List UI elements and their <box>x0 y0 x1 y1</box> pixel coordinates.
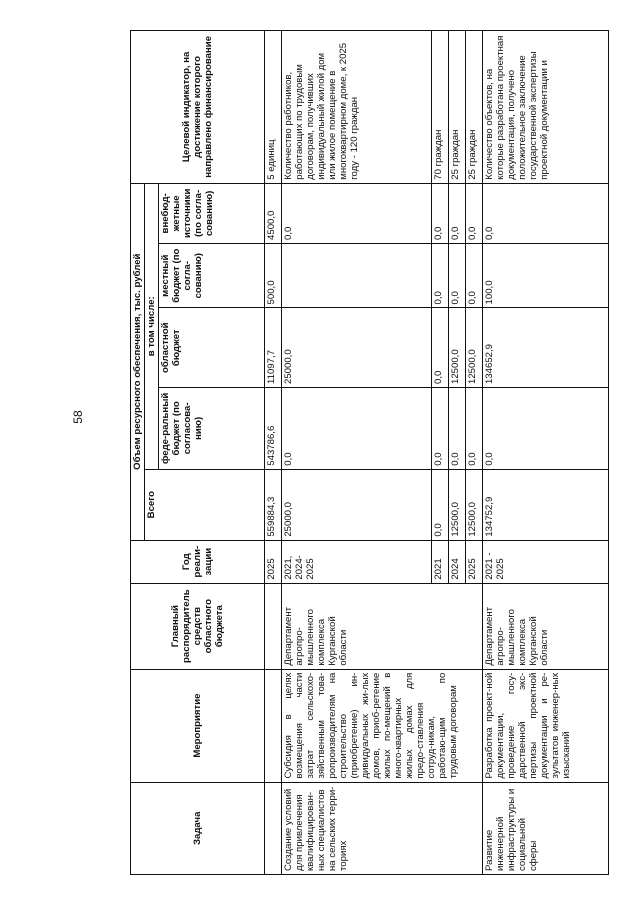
header-measure: Мероприятие <box>131 669 265 782</box>
cell-total: 12500,0 <box>466 469 483 540</box>
cell-regional: 12500,0 <box>449 308 466 388</box>
cell-extra: 4500,0 <box>265 183 282 243</box>
cell-year: 2025 <box>265 540 282 583</box>
cell-indicator: 25 граждан <box>449 31 466 184</box>
header-year: Год реали-зации <box>131 540 265 583</box>
cell-local: 0,0 <box>432 243 449 308</box>
cell-extra: 0,0 <box>282 183 432 243</box>
cell-federal: 0,0 <box>432 388 449 470</box>
cell-total: 0,0 <box>432 469 449 540</box>
rotated-table-container <box>130 30 640 875</box>
cell-admin: Департамент агропро-мышленного комплекса Курганской области <box>282 583 483 669</box>
cell-measure: Разработка проект-ной документации, проведение госу-дарственной экс-пертизы проектной документации и ре-зультатов инженер-ных изысканий <box>483 669 609 782</box>
cell-local: 0,0 <box>466 243 483 308</box>
table-row <box>265 31 282 875</box>
cell-regional: 25000,0 <box>282 308 432 388</box>
cell-local <box>282 243 432 308</box>
header-federal: феде-ральный бюджет (по согласова-нию) <box>159 388 265 470</box>
cell-federal: 543786,6 <box>265 388 282 470</box>
cell-local: 500,0 <box>265 243 282 308</box>
cell-year: 2025 <box>466 540 483 583</box>
cell-extra: 0,0 <box>483 183 609 243</box>
cell-regional: 12500,0 <box>466 308 483 388</box>
resource-table <box>130 30 609 875</box>
cell-extra: 0,0 <box>449 183 466 243</box>
cell-total: 12500,0 <box>449 469 466 540</box>
cell-admin <box>265 583 282 669</box>
cell-total: 25000,0 <box>282 469 432 540</box>
cell-extra: 0,0 <box>466 183 483 243</box>
cell-task: Создание условий для привлечения квалифицирован-ных специалистов на сельских терри-ториях <box>282 782 483 874</box>
cell-task <box>265 782 282 874</box>
header-task: Задача <box>131 782 265 874</box>
cell-measure: Субсидия в целях возмещения части затрат сельскохо-зяйственным това-ропроизводителям на строительство (приобретение) ин-дивидуальных жи-лых домов, приоб-ретение жилых по-мещений в много-квартирных жилых домах для предо-ставления сотруд-никам, работаю-щим по трудовым договорам <box>282 669 483 782</box>
cell-regional: 134652,9 <box>483 308 609 388</box>
cell-admin: Департамент агропро-мышленного комплекса Курганской области <box>483 583 609 669</box>
cell-task: Развитие инженерной инфраструктуры и социальной сферы <box>483 782 609 874</box>
cell-total: 559884,3 <box>265 469 282 540</box>
cell-year: 2021, 2024-2025 <box>282 540 432 583</box>
table-row <box>483 31 609 875</box>
cell-federal: 0,0 <box>282 388 432 470</box>
cell-indicator: 70 граждан <box>432 31 449 184</box>
cell-regional: 11097,7 <box>265 308 282 388</box>
cell-total: 134752,9 <box>483 469 609 540</box>
cell-federal: 0,0 <box>466 388 483 470</box>
cell-year: 2021 <box>432 540 449 583</box>
cell-indicator: Количество объектов, на которые разработана проектная документация, получено положительное заключение государственной экспертизы проектной документации и <box>483 31 609 184</box>
header-including: в том числе: <box>145 183 159 469</box>
header-regional: областной бюджет <box>159 308 265 388</box>
cell-regional: 0,0 <box>432 308 449 388</box>
cell-federal: 0,0 <box>483 388 609 470</box>
cell-year: 2024 <box>449 540 466 583</box>
cell-year: 2021 - 2025 <box>483 540 609 583</box>
cell-extra: 0,0 <box>432 183 449 243</box>
header-resources: Объем ресурсного обеспечения, тыс. рублей <box>131 183 145 540</box>
cell-measure <box>265 669 282 782</box>
table-row <box>282 31 432 875</box>
cell-federal: 0,0 <box>449 388 466 470</box>
header-admin: Главный распорядитель средств областного бюджета <box>131 583 265 669</box>
header-total: Всего <box>145 469 265 540</box>
cell-indicator: 5 единиц <box>265 31 282 184</box>
cell-indicator: 25 граждан <box>466 31 483 184</box>
cell-local: 100,0 <box>483 243 609 308</box>
cell-local: 0,0 <box>449 243 466 308</box>
header-indicator: Целевой индикатор, на достижение которого направлено финансирование <box>131 31 265 184</box>
page-number: 58 <box>71 410 85 424</box>
header-extra: внебюд-жетные источники (по согла-сованию) <box>159 183 265 243</box>
cell-indicator: Количество работников, работающих по трудовым договорам, получивших индивидуальный жилой дом или жилое помещение в многоквартирном доме, к 2025 году - 120 граждан <box>282 31 432 184</box>
header-local: местный бюджет (по согла-сованию) <box>159 243 265 308</box>
